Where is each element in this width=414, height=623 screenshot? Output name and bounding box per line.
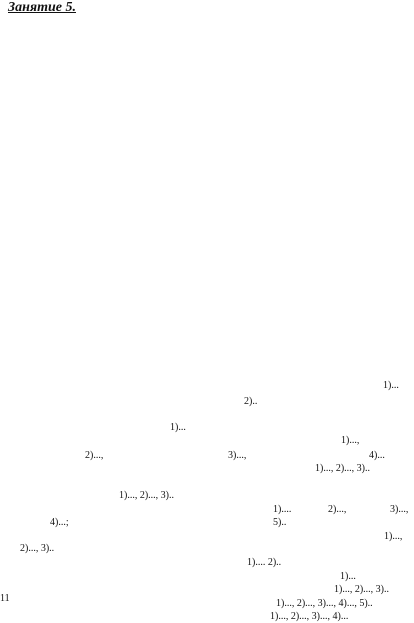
list-item: 1)..., 2)..., 3)..., 4)... — [270, 611, 349, 622]
list-item: 1)..., — [341, 435, 360, 446]
list-item: 4)...; — [50, 517, 69, 528]
list-item: 3)..., — [390, 504, 409, 515]
list-item: 2).. — [244, 396, 258, 407]
list-item: 1)... — [383, 380, 399, 391]
list-item: 1)..., 2)..., 3).. — [119, 490, 174, 501]
list-item: 1)..., — [384, 531, 403, 542]
list-item: 3)..., — [228, 450, 247, 461]
page-number: 11 — [0, 593, 10, 604]
lesson-title: Занятие 5. — [8, 0, 76, 15]
list-item: 1)... — [170, 422, 186, 433]
list-item: 1)... — [340, 571, 356, 582]
list-item: 1).... — [273, 504, 292, 515]
list-item: 2)..., — [328, 504, 347, 515]
list-item: 1)..., 2)..., 3)..., 4)..., 5).. — [276, 598, 373, 609]
list-item: 2)..., 3).. — [20, 543, 55, 554]
list-item: 2)..., — [85, 450, 104, 461]
list-item: 1)..., 2)..., 3).. — [334, 584, 389, 595]
list-item: 4)... — [369, 450, 385, 461]
list-item: 1).... 2).. — [247, 557, 282, 568]
list-item: 5).. — [273, 517, 287, 528]
list-item: 1)..., 2)..., 3).. — [315, 463, 370, 474]
